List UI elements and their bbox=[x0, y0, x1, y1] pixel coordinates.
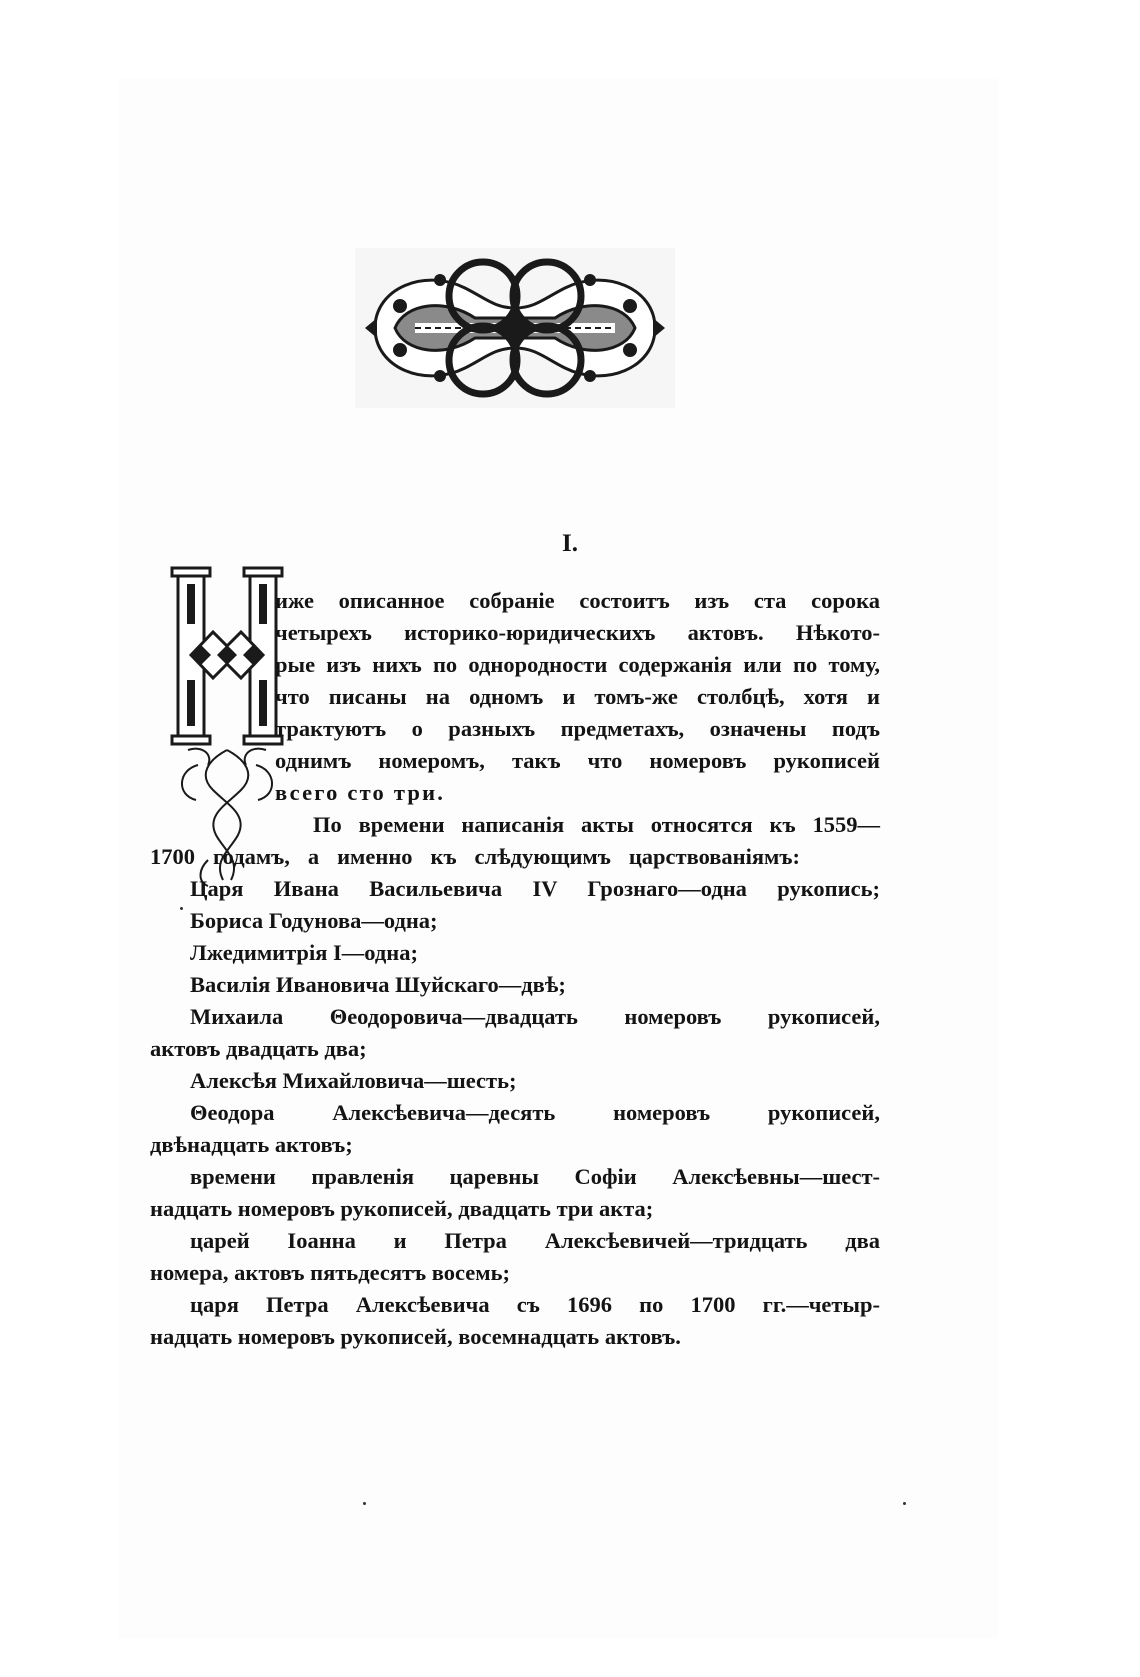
scan-speck bbox=[903, 1502, 906, 1505]
list-item: царя Петра Алексѣевича съ 1696 по 1700 гг.—четыр- bbox=[190, 1292, 880, 1317]
text-line: По времени написанія акты относятся къ 1559— bbox=[313, 812, 880, 837]
text-line: четырехъ историко-юридическихъ актовъ. Нѣкото- bbox=[275, 620, 880, 645]
list-item: Θеодора Алексѣевича—десять номеровъ рукописей, bbox=[190, 1100, 880, 1125]
list-item-continuation: двѣнадцать актовъ; bbox=[150, 1132, 353, 1157]
list-item-continuation: надцать номеровъ рукописей, двадцать три акта; bbox=[150, 1196, 654, 1221]
list-item-continuation: актовъ двадцать два; bbox=[150, 1036, 367, 1061]
list-item: Царя Ивана Васильевича IV Грознаго—одна рукопись; bbox=[190, 876, 880, 901]
list-item: времени правленія царевны Софіи Алексѣевны—шест- bbox=[190, 1164, 880, 1189]
list-item-continuation: надцать номеровъ рукописей, восемнадцать актовъ. bbox=[150, 1324, 681, 1349]
list-item: Алексѣя Михайловича—шесть; bbox=[190, 1068, 517, 1093]
text-line: однимъ номеромъ, такъ что номеровъ рукописей bbox=[275, 748, 880, 773]
list-item: царей Іоанна и Петра Алексѣевичей—тридцать два bbox=[190, 1228, 880, 1253]
scan-speck bbox=[180, 907, 183, 910]
text-line: всего сто три. bbox=[275, 780, 446, 805]
text-line: иже описанное собраніе состоитъ изъ ста сорока bbox=[275, 588, 880, 613]
text-line: что писаны на одномъ и томъ-же столбцѣ, хотя и bbox=[275, 684, 880, 709]
list-item: Михаила Θеодоровича—двадцать номеровъ рукописей, bbox=[190, 1004, 880, 1029]
text-line: рые изъ нихъ по однородности содержанія или по тому, bbox=[275, 652, 880, 677]
list-item: Василія Ивановича Шуйскаго—двѣ; bbox=[190, 972, 566, 997]
text-line: трактуютъ о разныхъ предметахъ, означены подъ bbox=[275, 716, 880, 741]
text-line: 1700 годамъ, а именно къ слѣдующимъ царствованіямъ: bbox=[150, 844, 800, 869]
list-item-continuation: номера, актовъ пятьдесятъ восемь; bbox=[150, 1260, 510, 1285]
main-text bbox=[150, 0, 880, 1677]
chapter-number: I. bbox=[562, 530, 578, 557]
list-item: Бориса Годунова—одна; bbox=[190, 908, 438, 933]
scan-speck bbox=[363, 1502, 366, 1505]
list-item: Лжедимитрія I—одна; bbox=[190, 940, 418, 965]
